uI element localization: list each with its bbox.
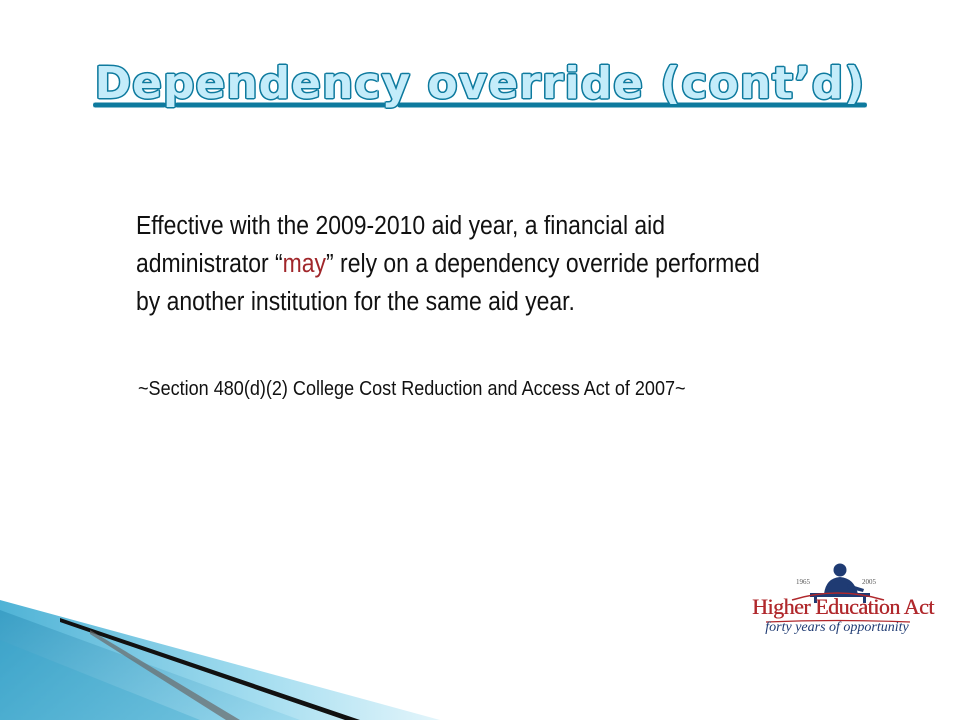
slide-title [0, 58, 960, 109]
body-text-start: Effective with the 2009-2010 aid year, a financial aid administrator “ [136, 212, 666, 278]
legal-citation: ~Section 480(d)(2) College Cost Reduction and Access Act of 2007~ [138, 377, 686, 400]
logo-name: Higher Education Act [752, 594, 934, 619]
slide-title-text: Dependency override (cont’d) [94, 58, 866, 109]
corner-ribbon-decoration [0, 600, 440, 720]
logo-year-end: 2005 [862, 578, 876, 586]
body-paragraph [136, 207, 784, 321]
body-text-end: ” rely on a dependency override performed by another institution for the same aid year. [136, 250, 760, 316]
logo-tagline: forty years of opportunity [765, 620, 909, 635]
logo-year-start: 1965 [796, 578, 810, 586]
emphasis-may: may [282, 250, 327, 278]
higher-education-act-logo [752, 556, 934, 646]
